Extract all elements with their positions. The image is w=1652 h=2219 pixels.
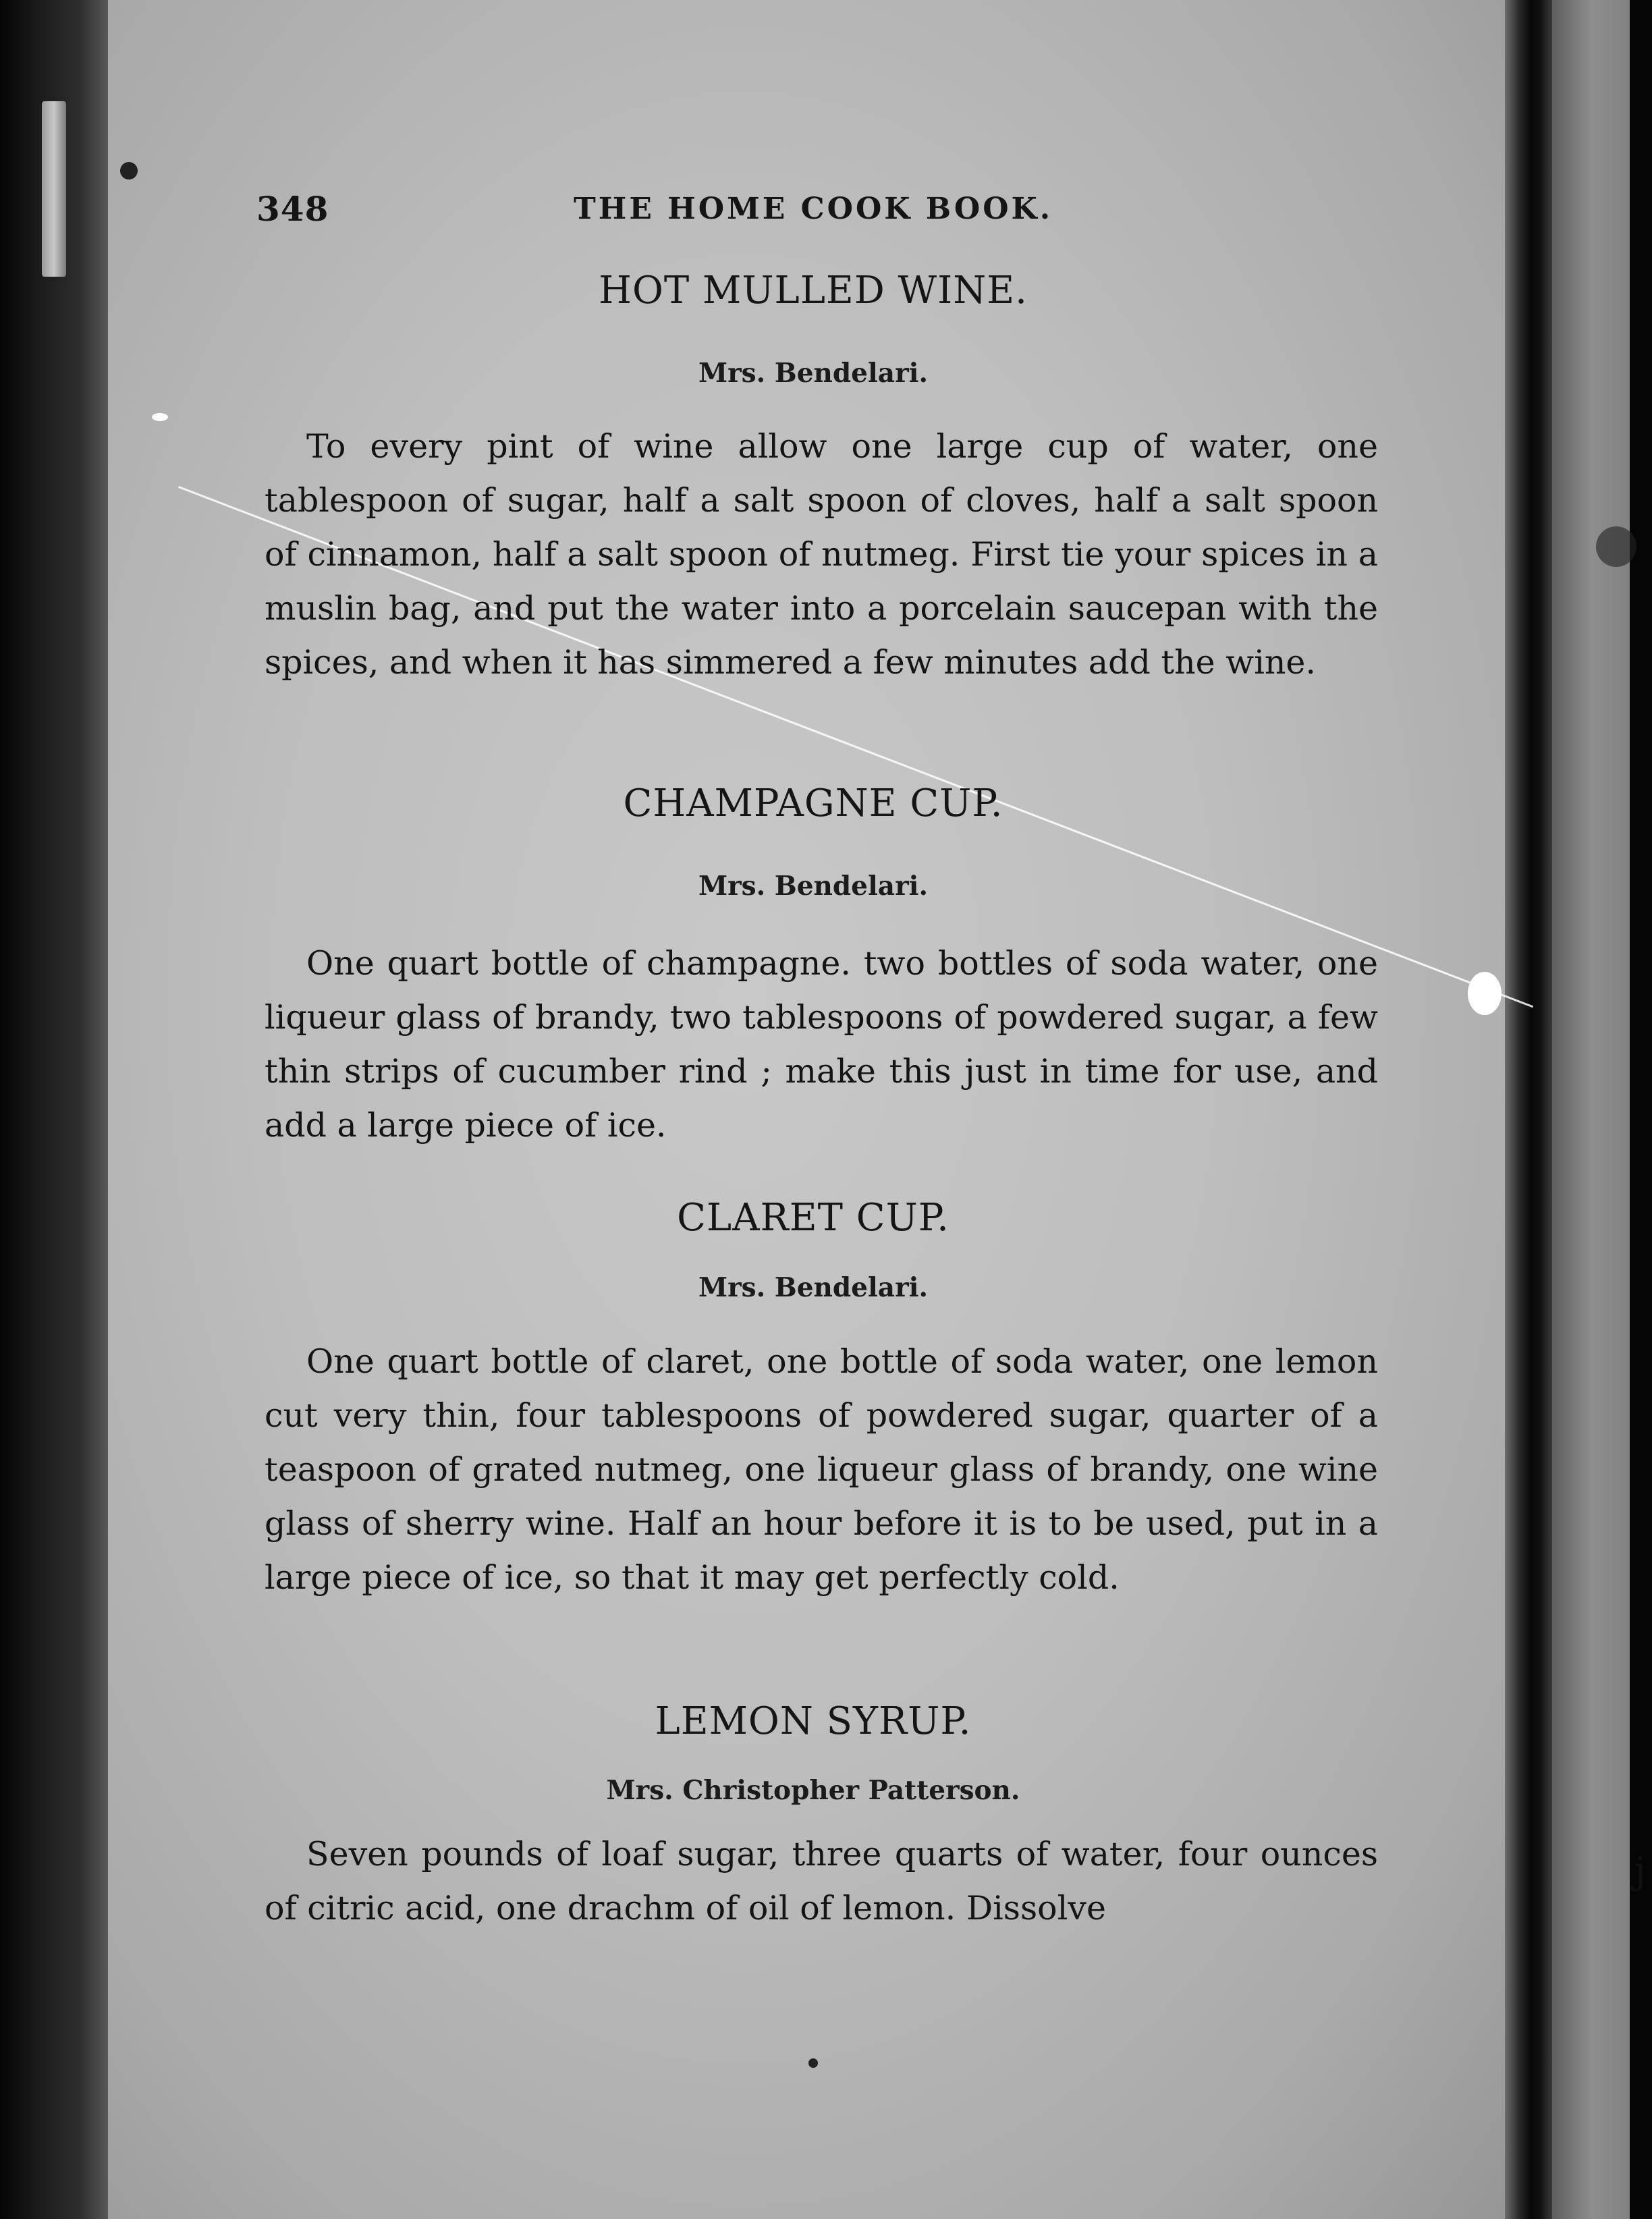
recipe-body: To every pint of wine allow one large cup of water, one tablespoon of sugar, half a salt spoon of cloves, half a salt spoon of cinnamon, half a salt spoon of nutmeg. First tie your spices in a muslin bag, and put the water into a porcelain saucepan with the spices, and when it has simmered a few minutes add the wine.: [265, 427, 1378, 682]
scan-blot: [808, 2058, 818, 2068]
scan-blot: [120, 162, 138, 180]
scan-speck: [1468, 972, 1502, 1015]
facing-page-text-fragment: j: [1634, 1849, 1646, 1892]
recipe-author: Mrs. Bendelari.: [698, 358, 929, 389]
recipe-body: One quart bottle of champagne. two bottles of soda water, one liqueur glass of brandy, two tablespoons of powdered sugar, a few thin strips of cucumber rind ; make this just in time for use, and add a large piece of ice.: [265, 944, 1378, 1145]
scan-speck: [152, 413, 168, 421]
book-title: THE HOME COOK BOOK.: [574, 192, 1053, 226]
recipe-author: Mrs. Christopher Patterson.: [606, 1775, 1020, 1806]
recipe-title: CLARET CUP.: [677, 1196, 949, 1240]
recipe-body: One quart bottle of claret, one bottle of soda water, one lemon cut very thin, four tablespoons of powdered sugar, quarter of a teaspoon of grated nutmeg, one liqueur glass of brandy, one wine glass of sherry wine. Half an hour before it is to be used, put in a large piece of ice, so that it may get perfectly cold.: [265, 1342, 1378, 1597]
book-binding-edge: [0, 0, 115, 2219]
recipe-title: LEMON SYRUP.: [655, 1699, 972, 1743]
recipe-title: CHAMPAGNE CUP.: [623, 782, 1003, 825]
recipe-body: Seven pounds of loaf sugar, three quarts of water, four ounces of citric acid, one drachm of oil of lemon. Dissolve: [265, 1835, 1378, 1927]
recipe-author: Mrs. Bendelari.: [698, 871, 929, 902]
running-head: [256, 189, 1370, 229]
recipe-title: HOT MULLED WINE.: [599, 269, 1028, 312]
recipe-author: Mrs. Bendelari.: [698, 1272, 929, 1303]
scan-blot: [1596, 526, 1636, 567]
binding-tab: [42, 101, 66, 277]
page-gutter: [1505, 0, 1552, 2219]
page-number: 348: [256, 189, 329, 229]
